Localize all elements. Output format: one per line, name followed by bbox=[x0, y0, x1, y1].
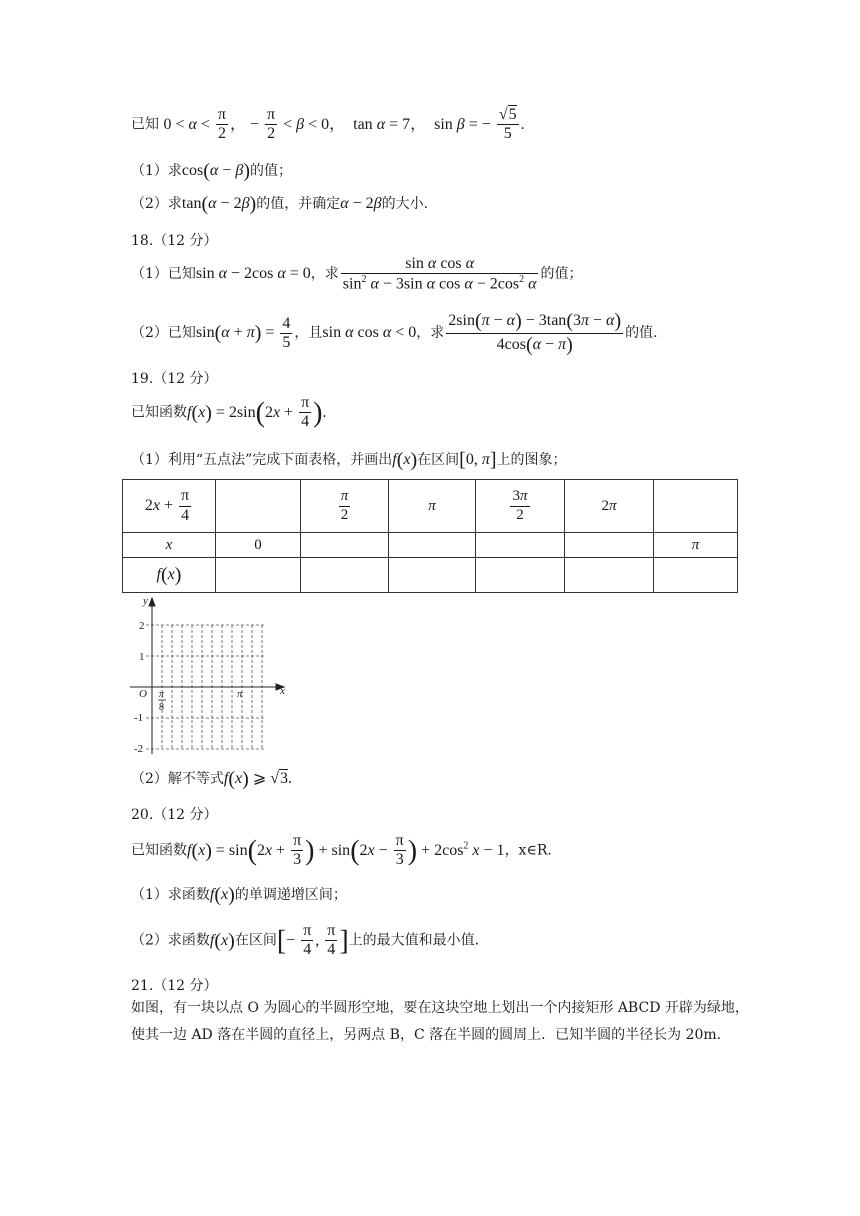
p17-given-label: 已知 bbox=[131, 116, 159, 133]
table-cell-header: 2x + $\frac{\pi}{4}$ bbox=[123, 480, 216, 533]
p20-q1-suffix: 的单调递增区间； bbox=[234, 887, 347, 904]
y-tick-label: 2 bbox=[139, 620, 145, 632]
p18-q1-suffix: 的值； bbox=[540, 266, 583, 283]
table-row bbox=[123, 558, 738, 593]
p17-q2-mid: 的值，并确定 bbox=[256, 196, 341, 213]
p21-body: 如图，有一块以点 O 为圆心的半圆形空地，要在这块空地上划出一个内接矩形 ABCD 开辟为绿地，使其一边 AD 落在半圆的直径上，另两点 B，C 落在半圆的圆周上．已知半圆的半径长为 20m. bbox=[131, 1000, 749, 1043]
p19-q2: （2）解不等式f(x) ⩾ √3. bbox=[131, 768, 293, 790]
p20-q2: （2）求函数f(x)在区间[− $\frac{\pi}{4}$ , $\frac{\pi}{4}$ ]上的最大值和最小值. bbox=[131, 922, 480, 959]
p20-q1-label: （1）求函数 bbox=[131, 887, 210, 904]
table-cell: 2π bbox=[565, 480, 654, 533]
p17-given-line bbox=[131, 106, 525, 144]
p19-header: 19.（12 分） bbox=[131, 371, 218, 387]
p17-q2: （2）求tan(α − 2β)的值，并确定α − 2β的大小. bbox=[131, 193, 429, 215]
p17-q1-suffix: 的值； bbox=[250, 163, 292, 180]
p21-header: 21.（12 分） bbox=[131, 978, 218, 994]
y-axis-label: y bbox=[143, 595, 148, 607]
axes bbox=[130, 598, 284, 754]
p18-q1: （1）已知sin α − 2cos α = 0，求 $\frac{\text{sin α cos α}}{\sin^2 \alpha - 3\sin \alpha \cos \alpha - 2\cos^2 \alpha}$ 的值； bbox=[131, 255, 583, 293]
table-cell-empty[interactable] bbox=[389, 533, 476, 558]
table-row bbox=[123, 480, 738, 533]
table-cell-empty[interactable] bbox=[301, 558, 389, 593]
x-axis-label: x bbox=[280, 685, 285, 697]
p20-given-label: 已知函数 bbox=[131, 842, 187, 859]
p18-q2: （2）已知sin(α + π) = $\frac{4}{5}$ ，且sin α cos α < 0，求 $\frac{2\sin(\pi - \alpha) - 3\tan(3\pi - \alpha)}{4\cos(\alpha - \pi)}$ 的值. bbox=[131, 310, 658, 356]
p18-q2-label: （2）已知 bbox=[131, 325, 196, 342]
coordinate-grid bbox=[128, 594, 293, 756]
table-cell-empty[interactable] bbox=[216, 558, 301, 593]
p20-q1: （1）求函数f(x)的单调递增区间； bbox=[131, 884, 347, 906]
p20-domain: ，x∈R. bbox=[504, 842, 552, 859]
table-cell: $\frac{3\pi}{2}$ bbox=[476, 480, 565, 533]
p20-q2-mid: 在区间 bbox=[234, 932, 277, 949]
table-cell-empty[interactable] bbox=[565, 558, 654, 593]
x-tick-pi: π bbox=[237, 688, 243, 700]
origin-label: O bbox=[139, 688, 147, 700]
p18-q2-mid2: ，求 bbox=[416, 325, 445, 342]
table-cell-empty[interactable] bbox=[216, 480, 301, 533]
p19-q2-label: （2）解不等式 bbox=[131, 771, 224, 788]
y-tick-label: 1 bbox=[139, 651, 145, 663]
p18-q2-mid1: ，且 bbox=[294, 325, 323, 342]
p20-given: 已知函数f(x) = sin(2x + $\frac{\pi}{3}$ ) + sin(2x − $\frac{\pi}{3}$ ) + $2\cos^2$ x − 1，x∈R. bbox=[131, 832, 552, 869]
p18-q2-suffix: 的值. bbox=[625, 325, 658, 342]
table-cell: π bbox=[654, 533, 738, 558]
table-cell-header: x bbox=[123, 533, 216, 558]
table-cell-empty[interactable] bbox=[565, 533, 654, 558]
p18-header: 18.（12 分） bbox=[131, 233, 218, 249]
p19-given-label: 已知函数 bbox=[131, 404, 187, 421]
svg-text:8: 8 bbox=[159, 702, 164, 713]
p19-q1-label: （1）利用“五点法”完成下面表格，并画出 bbox=[131, 452, 393, 469]
table-row bbox=[123, 533, 738, 558]
y-tick-label: -2 bbox=[134, 743, 144, 755]
p17-q2-label: （2）求 bbox=[131, 196, 182, 213]
table-cell-empty[interactable] bbox=[476, 533, 565, 558]
five-point-table bbox=[122, 479, 738, 593]
p18-q1-mid: ，求 bbox=[310, 266, 339, 283]
svg-text:π: π bbox=[159, 689, 165, 700]
p17-q1: （1）求cos(α − β)的值； bbox=[131, 160, 292, 182]
p20-header: 20.（12 分） bbox=[131, 807, 218, 823]
table-cell-empty[interactable] bbox=[476, 558, 565, 593]
p17-q1-label: （1）求 bbox=[131, 163, 182, 180]
p19-given: 已知函数f(x) = 2sin(2x + $\frac{\pi}{4}$ ). bbox=[131, 394, 327, 431]
p17-q2-suffix: 的大小. bbox=[381, 196, 429, 213]
table-cell: 0 bbox=[216, 533, 301, 558]
p20-q2-label: （2）求函数 bbox=[131, 932, 210, 949]
table-cell-header: f(x) bbox=[123, 558, 216, 593]
p18-q1-label: （1）已知 bbox=[131, 266, 196, 283]
table-cell-empty[interactable] bbox=[654, 480, 738, 533]
table-cell-empty[interactable] bbox=[301, 533, 389, 558]
p17-given-math: 0 < α < $\frac{\pi}{2}$ ， − $\frac{\pi}{2}$ < β < 0， tan α = 7， sin β = − $\frac{√5}{5}$ . bbox=[163, 106, 525, 143]
table-cell: π bbox=[389, 480, 476, 533]
table-cell: $\frac{\pi}{2}$ bbox=[301, 480, 389, 533]
p20-q2-suffix: 上的最大值和最小值. bbox=[348, 932, 480, 949]
table-cell-empty[interactable] bbox=[654, 558, 738, 593]
p19-q1-mid: 在区间 bbox=[417, 452, 460, 469]
y-tick-label: -1 bbox=[134, 712, 144, 724]
p19-q1: （1）利用“五点法”完成下面表格，并画出f(x)在区间[0, π]上的图象； bbox=[131, 449, 567, 471]
p19-q1-suffix: 上的图象； bbox=[496, 452, 567, 469]
table-cell-empty[interactable] bbox=[389, 558, 476, 593]
